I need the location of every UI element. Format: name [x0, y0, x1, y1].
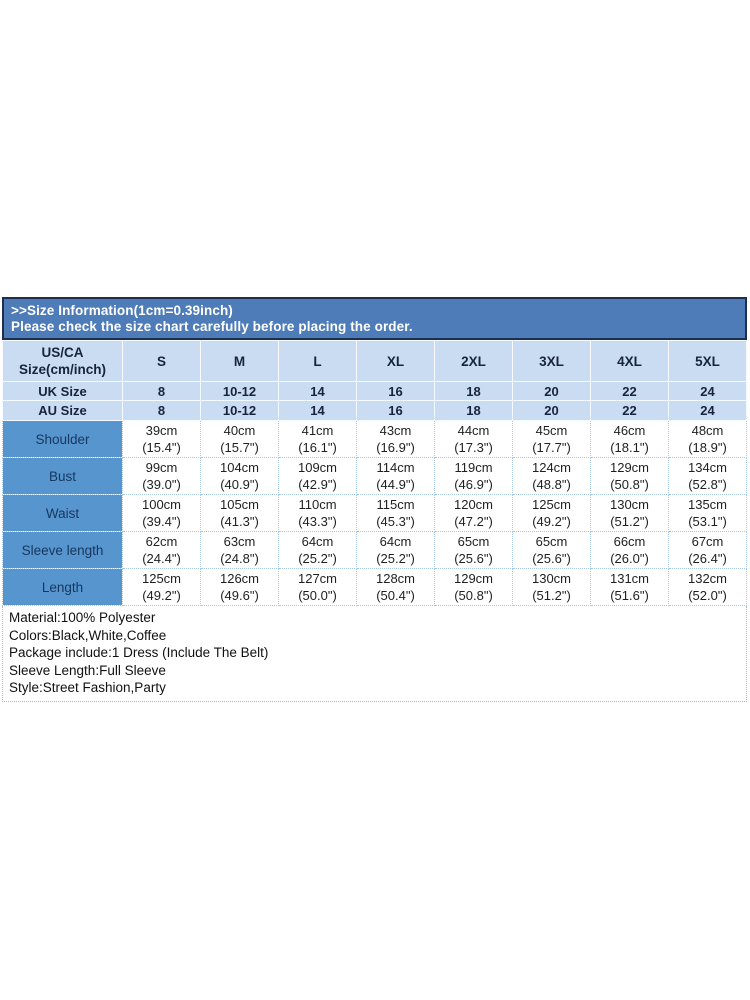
corner-header-cell — [3, 341, 123, 382]
au-size-value: 22 — [591, 401, 669, 421]
measurement-cell: 46cm (18.1") — [591, 421, 669, 458]
measurement-cell: 120cm (47.2") — [435, 495, 513, 532]
size-chart — [2, 297, 747, 702]
au-size-value: 16 — [357, 401, 435, 421]
measurement-cell: 110cm (43.3") — [279, 495, 357, 532]
measurement-label: Sleeve length — [3, 532, 123, 569]
uk-size-value: 14 — [279, 382, 357, 401]
waist-row — [3, 495, 747, 532]
measurement-cell: 129cm (50.8") — [591, 458, 669, 495]
uk-size-value: 16 — [357, 382, 435, 401]
measurement-cell: 135cm (53.1") — [669, 495, 747, 532]
measurement-cell: 105cm (41.3") — [201, 495, 279, 532]
measurement-cell: 48cm (18.9") — [669, 421, 747, 458]
bust-row — [3, 458, 747, 495]
measurement-cell: 130cm (51.2") — [591, 495, 669, 532]
size-column-header: 4XL — [591, 341, 669, 382]
uk-size-value: 20 — [513, 382, 591, 401]
measurement-label: Shoulder — [3, 421, 123, 458]
measurement-cell: 132cm (52.0") — [669, 569, 747, 606]
shoulder-row — [3, 421, 747, 458]
measurement-cell: 129cm (50.8") — [435, 569, 513, 606]
measurement-cell: 119cm (46.9") — [435, 458, 513, 495]
measurement-cell: 43cm (16.9") — [357, 421, 435, 458]
size-column-header: 5XL — [669, 341, 747, 382]
sleeve-length-row — [3, 532, 747, 569]
au-size-row — [3, 401, 747, 421]
measurement-cell: 126cm (49.6") — [201, 569, 279, 606]
measurement-cell: 39cm (15.4") — [123, 421, 201, 458]
product-details — [2, 606, 747, 702]
detail-colors: Colors:Black,White,Coffee — [9, 627, 167, 643]
measurement-cell: 127cm (50.0") — [279, 569, 357, 606]
size-column-header: M — [201, 341, 279, 382]
size-column-header: S — [123, 341, 201, 382]
uk-size-row — [3, 382, 747, 401]
measurement-cell: 66cm (26.0") — [591, 532, 669, 569]
measurement-cell: 41cm (16.1") — [279, 421, 357, 458]
size-column-header: L — [279, 341, 357, 382]
corner-header-line2: Size(cm/inch) — [18, 362, 107, 377]
uk-size-value: 10-12 — [201, 382, 279, 401]
banner-subtitle: Please check the size chart carefully before placing the order. — [11, 319, 413, 334]
measurement-cell: 115cm (45.3") — [357, 495, 435, 532]
measurement-label: Waist — [3, 495, 123, 532]
measurement-cell: 114cm (44.9") — [357, 458, 435, 495]
corner-header-line1: US/CA — [41, 345, 84, 360]
size-column-header: 3XL — [513, 341, 591, 382]
measurement-cell: 40cm (15.7") — [201, 421, 279, 458]
measurement-cell: 65cm (25.6") — [513, 532, 591, 569]
uk-size-label: UK Size — [3, 382, 123, 401]
detail-sleeve-length: Sleeve Length:Full Sleeve — [9, 662, 166, 678]
measurement-cell: 64cm (25.2") — [279, 532, 357, 569]
measurement-label: Length — [3, 569, 123, 606]
measurement-cell: 45cm (17.7") — [513, 421, 591, 458]
au-size-value: 10-12 — [201, 401, 279, 421]
measurement-label: Bust — [3, 458, 123, 495]
banner-title: >>Size Information(1cm=0.39inch) — [11, 303, 233, 318]
measurement-cell: 63cm (24.8") — [201, 532, 279, 569]
measurement-cell: 130cm (51.2") — [513, 569, 591, 606]
measurement-cell: 109cm (42.9") — [279, 458, 357, 495]
measurement-cell: 99cm (39.0") — [123, 458, 201, 495]
measurement-cell: 131cm (51.6") — [591, 569, 669, 606]
length-row — [3, 569, 747, 606]
au-size-value: 8 — [123, 401, 201, 421]
au-size-label: AU Size — [3, 401, 123, 421]
table-header-row — [3, 341, 747, 382]
size-column-header: XL — [357, 341, 435, 382]
measurement-cell: 125cm (49.2") — [513, 495, 591, 532]
measurement-cell: 104cm (40.9") — [201, 458, 279, 495]
au-size-value: 20 — [513, 401, 591, 421]
measurement-cell: 100cm (39.4") — [123, 495, 201, 532]
size-info-banner — [2, 297, 747, 340]
au-size-value: 24 — [669, 401, 747, 421]
size-column-header: 2XL — [435, 341, 513, 382]
au-size-value: 18 — [435, 401, 513, 421]
measurement-cell: 124cm (48.8") — [513, 458, 591, 495]
measurement-cell: 65cm (25.6") — [435, 532, 513, 569]
uk-size-value: 22 — [591, 382, 669, 401]
measurement-cell: 134cm (52.8") — [669, 458, 747, 495]
uk-size-value: 8 — [123, 382, 201, 401]
measurement-cell: 64cm (25.2") — [357, 532, 435, 569]
measurement-cell: 67cm (26.4") — [669, 532, 747, 569]
detail-material: Material:100% Polyester — [9, 610, 156, 625]
au-size-value: 14 — [279, 401, 357, 421]
measurement-cell: 125cm (49.2") — [123, 569, 201, 606]
measurement-cell: 128cm (50.4") — [357, 569, 435, 606]
detail-style: Style:Street Fashion,Party — [9, 680, 166, 695]
detail-package: Package include:1 Dress (Include The Belt) — [9, 645, 269, 660]
uk-size-value: 24 — [669, 382, 747, 401]
uk-size-value: 18 — [435, 382, 513, 401]
measurement-cell: 62cm (24.4") — [123, 532, 201, 569]
measurement-cell: 44cm (17.3") — [435, 421, 513, 458]
size-table — [2, 340, 747, 606]
